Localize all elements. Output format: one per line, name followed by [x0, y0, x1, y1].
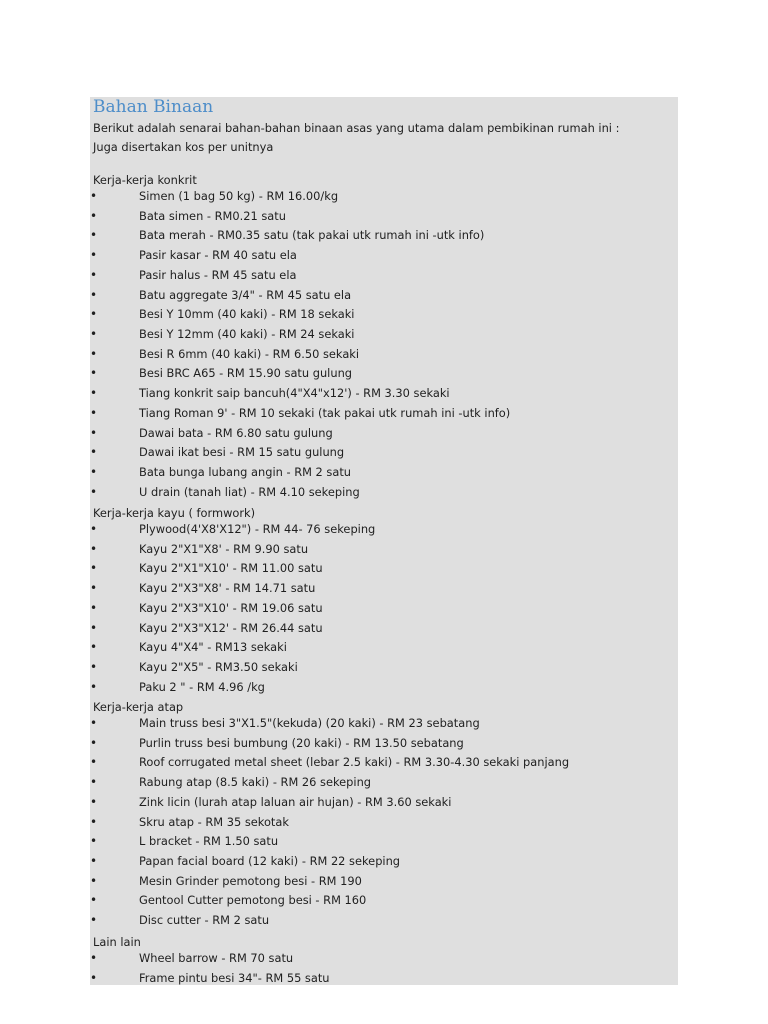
list-item: [90, 424, 678, 444]
list-item: [90, 678, 678, 698]
intro-line: Berikut adalah senarai bahan-bahan binaan asas yang utama dalam pembikinan rumah ini :: [93, 121, 620, 135]
list-item-text: Roof corrugated metal sheet (lebar 2.5 kaki) - RM 3.30-4.30 sekaki panjang: [139, 755, 570, 770]
list-item: [90, 266, 678, 286]
list-item-text: Besi Y 10mm (40 kaki) - RM 18 sekaki: [139, 307, 355, 322]
list-item-text: Besi Y 12mm (40 kaki) - RM 24 sekaki: [139, 327, 355, 342]
bullet-icon: •: [90, 228, 98, 243]
list-item: [90, 773, 678, 793]
list-item-text: U drain (tanah liat) - RM 4.10 sekeping: [139, 484, 360, 499]
bullet-icon: •: [90, 581, 98, 596]
list-item-text: Kayu 2"X3"X12' - RM 26.44 satu: [139, 620, 323, 635]
list-item: [90, 540, 678, 560]
list-item-text: L bracket - RM 1.50 satu: [139, 834, 279, 849]
section-item-list: [90, 520, 678, 697]
list-item-text: Main truss besi 3"X1.5"(kekuda) (20 kaki) - RM 23 sebatang: [139, 716, 480, 730]
bullet-icon: •: [90, 794, 98, 809]
section-heading: Kerja-kerja atap: [93, 700, 184, 714]
list-item: [90, 599, 678, 619]
section-heading: Kerja-kerja konkrit: [93, 173, 197, 187]
list-item: [90, 305, 678, 325]
bullet-icon: •: [90, 660, 98, 675]
bullet-icon: •: [90, 366, 98, 381]
list-item-text: Bata merah - RM0.35 satu (tak pakai utk rumah ini -utk info): [139, 228, 485, 243]
list-item-text: Tiang konkrit saip bancuh(4"X4"x12') - RM 3.30 sekaki: [139, 386, 450, 401]
list-item-text: Frame pintu besi 34"- RM 55 satu: [139, 970, 330, 985]
list-item-text: Gentool Cutter pemotong besi - RM 160: [139, 893, 367, 908]
list-item: [90, 345, 678, 365]
list-item: [90, 658, 678, 678]
bullet-icon: •: [90, 913, 98, 928]
list-item-text: Skru atap - RM 35 sekotak: [139, 814, 289, 829]
list-item: [90, 949, 678, 969]
list-item: [90, 832, 678, 852]
section-item-list: [90, 714, 678, 931]
list-item-text: Purlin truss besi bumbung (20 kaki) - RM 13.50 sebatang: [139, 735, 464, 750]
list-item: [90, 619, 678, 639]
list-item: [90, 364, 678, 384]
page-title: Bahan Binaan: [93, 97, 214, 117]
list-item: [90, 559, 678, 579]
list-item: [90, 753, 678, 773]
list-item: [90, 969, 678, 985]
list-item-text: Besi R 6mm (40 kaki) - RM 6.50 sekaki: [139, 346, 360, 361]
list-item: [90, 520, 678, 540]
list-item-text: Papan facial board (12 kaki) - RM 22 sekeping: [139, 854, 401, 869]
list-item: [90, 325, 678, 345]
section-item-list: [90, 187, 678, 503]
list-item: [90, 714, 678, 734]
list-item-text: Pasir kasar - RM 40 satu ela: [139, 248, 297, 263]
bullet-icon: •: [90, 208, 98, 223]
list-item-text: Besi BRC A65 - RM 15.90 satu gulung: [139, 366, 353, 381]
list-item-text: Disc cutter - RM 2 satu: [139, 913, 270, 928]
list-item-text: Kayu 2"X1"X8' - RM 9.90 satu: [139, 541, 309, 556]
list-item: [90, 638, 678, 658]
list-item-text: Tiang Roman 9' - RM 10 sekaki (tak pakai utk rumah ini -utk info): [139, 405, 511, 420]
section-item-list: [90, 949, 678, 985]
bullet-icon: •: [90, 522, 98, 536]
list-item-text: Batu aggregate 3/4" - RM 45 satu ela: [139, 287, 352, 302]
bullet-icon: •: [90, 561, 98, 576]
bullet-icon: •: [90, 970, 98, 985]
bullet-icon: •: [90, 640, 98, 655]
list-item: [90, 207, 678, 227]
intro-paragraph: [93, 119, 619, 157]
list-item: [90, 226, 678, 246]
bullet-icon: •: [90, 775, 98, 790]
bullet-icon: •: [90, 327, 98, 342]
bullet-icon: •: [90, 484, 98, 499]
list-item: [90, 463, 678, 483]
bullet-icon: •: [90, 386, 98, 401]
bullet-icon: •: [90, 425, 98, 440]
list-item-text: Dawai bata - RM 6.80 satu gulung: [139, 425, 333, 440]
bullet-icon: •: [90, 679, 98, 694]
list-item: [90, 483, 678, 503]
bullet-icon: •: [90, 267, 98, 282]
bullet-icon: •: [90, 189, 98, 203]
bullet-icon: •: [90, 893, 98, 908]
list-item-text: Zink licin (lurah atap laluan air hujan) - RM 3.60 sekaki: [139, 794, 452, 809]
list-item: [90, 246, 678, 266]
list-item-text: Rabung atap (8.5 kaki) - RM 26 sekeping: [139, 775, 372, 790]
bullet-icon: •: [90, 405, 98, 420]
list-item: [90, 384, 678, 404]
list-item: [90, 404, 678, 424]
list-item-text: Mesin Grinder pemotong besi - RM 190: [139, 873, 362, 888]
list-item-text: Plywood(4'X8'X12") - RM 44- 76 sekeping: [139, 522, 376, 536]
bullet-icon: •: [90, 541, 98, 556]
bullet-icon: •: [90, 814, 98, 829]
list-item: [90, 891, 678, 911]
list-item-text: Simen (1 bag 50 kg) - RM 16.00/kg: [139, 189, 339, 203]
list-item: [90, 187, 678, 207]
bullet-icon: •: [90, 834, 98, 849]
bullet-icon: •: [90, 854, 98, 869]
document-panel: [90, 97, 678, 985]
list-item: [90, 813, 678, 833]
list-item: [90, 443, 678, 463]
list-item: [90, 286, 678, 306]
bullet-icon: •: [90, 465, 98, 480]
bullet-icon: •: [90, 248, 98, 263]
bullet-icon: •: [90, 735, 98, 750]
bullet-icon: •: [90, 346, 98, 361]
list-item-text: Paku 2 " - RM 4.96 /kg: [139, 679, 265, 694]
list-item-text: Bata simen - RM0.21 satu: [139, 208, 286, 223]
list-item: [90, 872, 678, 892]
list-item: [90, 734, 678, 754]
list-item-text: Wheel barrow - RM 70 satu: [139, 951, 294, 965]
list-item-text: Kayu 4"X4" - RM13 sekaki: [139, 640, 287, 655]
bullet-icon: •: [90, 755, 98, 770]
bullet-icon: •: [90, 307, 98, 322]
bullet-icon: •: [90, 716, 98, 730]
intro-line: Juga disertakan kos per unitnya: [93, 140, 274, 154]
section-heading: Lain lain: [93, 935, 141, 949]
list-item-text: Kayu 2"X3"X8' - RM 14.71 satu: [139, 581, 316, 596]
list-item-text: Kayu 2"X3"X10' - RM 19.06 satu: [139, 600, 323, 615]
list-item-text: Kayu 2"X1"X10' - RM 11.00 satu: [139, 561, 323, 576]
list-item: [90, 911, 678, 931]
section-heading: Kerja-kerja kayu ( formwork): [93, 506, 256, 520]
list-item-text: Kayu 2"X5" - RM3.50 sekaki: [139, 660, 298, 675]
bullet-icon: •: [90, 873, 98, 888]
list-item: [90, 852, 678, 872]
list-item: [90, 793, 678, 813]
bullet-icon: •: [90, 600, 98, 615]
list-item: [90, 579, 678, 599]
bullet-icon: •: [90, 445, 98, 460]
bullet-icon: •: [90, 951, 98, 965]
list-item-text: Pasir halus - RM 45 satu ela: [139, 267, 297, 282]
bullet-icon: •: [90, 287, 98, 302]
list-item-text: Dawai ikat besi - RM 15 satu gulung: [139, 445, 345, 460]
list-item-text: Bata bunga lubang angin - RM 2 satu: [139, 465, 352, 480]
bullet-icon: •: [90, 620, 98, 635]
